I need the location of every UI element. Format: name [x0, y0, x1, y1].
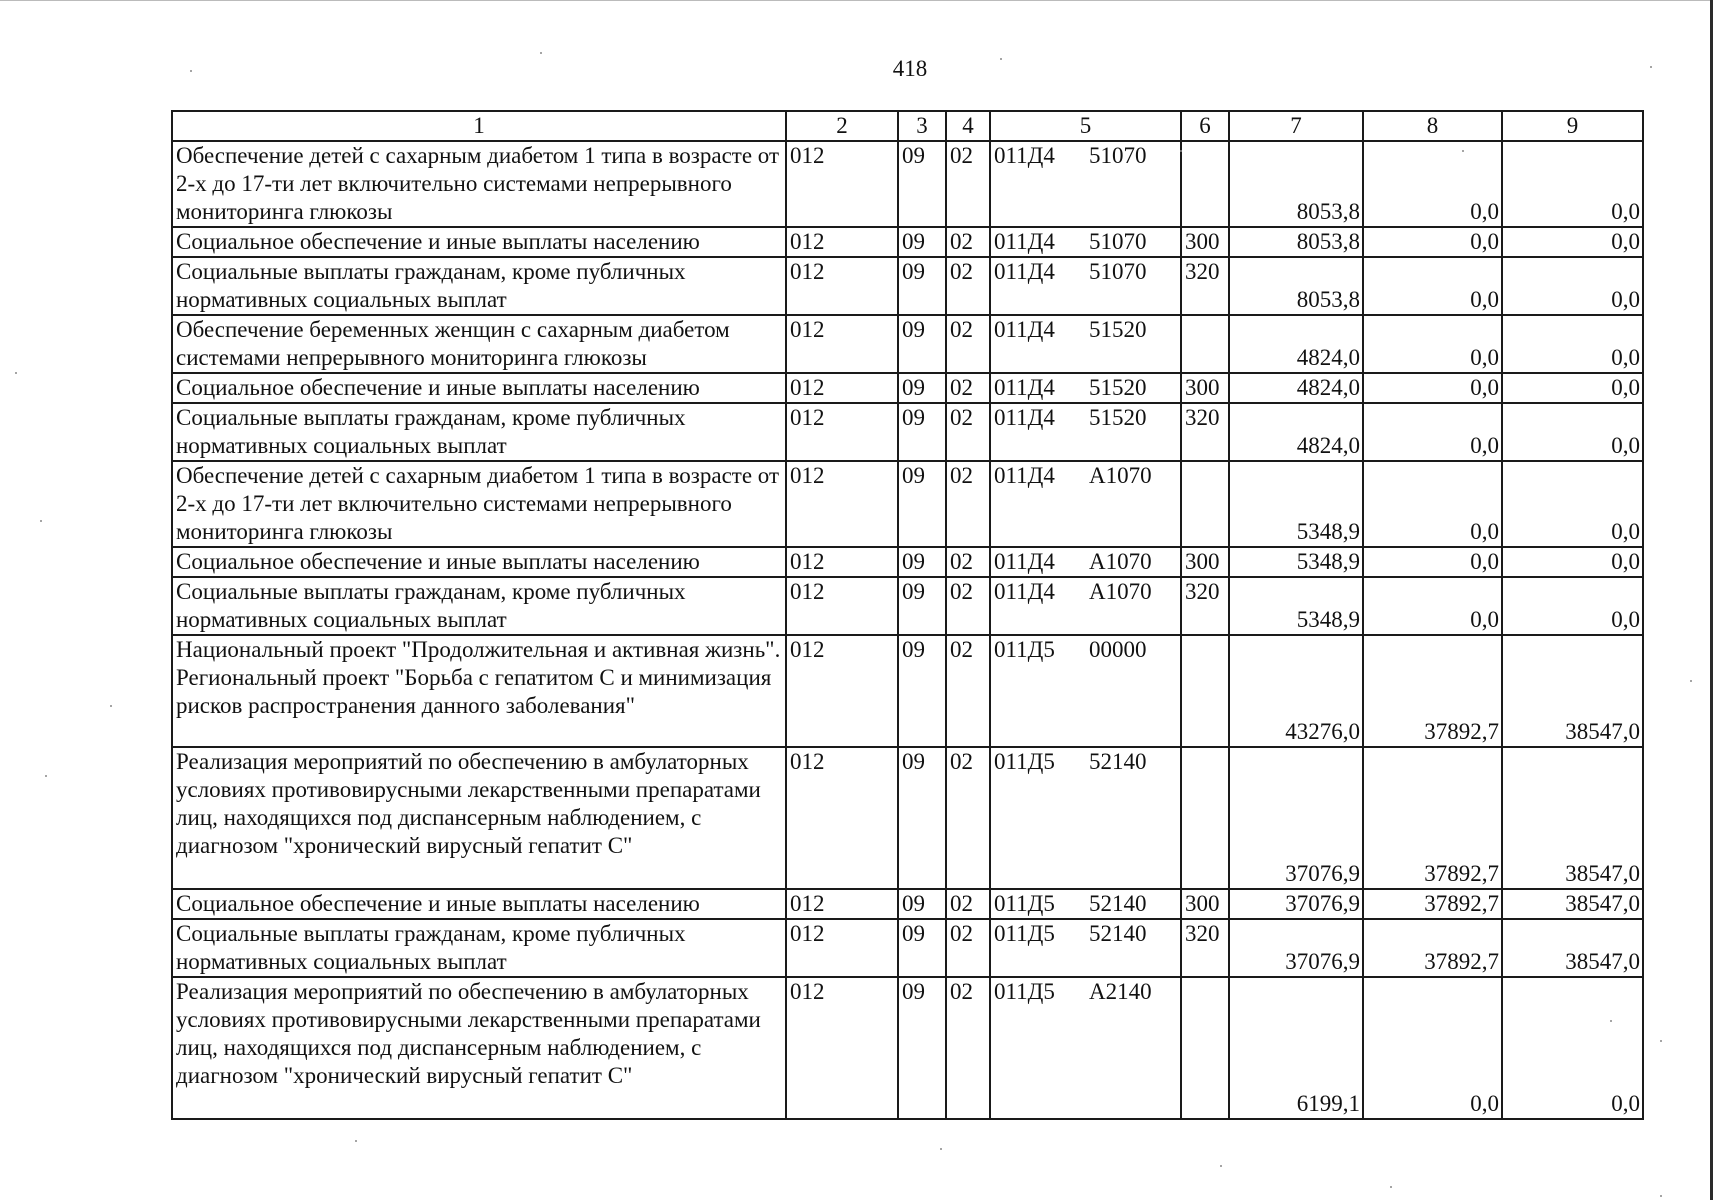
- row-section: 09: [898, 919, 946, 977]
- row-subsection: 02: [946, 547, 990, 577]
- row-amount-col9: 0,0: [1502, 577, 1643, 635]
- row-section: 09: [898, 403, 946, 461]
- row-amount-col9: 0,0: [1502, 461, 1643, 547]
- header-col-1: 1: [172, 111, 786, 141]
- row-target-article: [990, 889, 1181, 919]
- row-target-article-code: 51520: [1089, 375, 1147, 400]
- row-amount-col8: 0,0: [1363, 257, 1502, 315]
- row-name: Обеспечение беременных женщин с сахарным диабетом системами непрерывного мониторинга глюкозы: [172, 315, 786, 373]
- row-subsection: 02: [946, 403, 990, 461]
- row-target-article: [990, 373, 1181, 403]
- row-subsection: 02: [946, 315, 990, 373]
- row-expense-type: [1181, 141, 1229, 227]
- row-subsection: 02: [946, 461, 990, 547]
- row-expense-type: 300: [1181, 889, 1229, 919]
- row-expense-type: 320: [1181, 403, 1229, 461]
- scan-top-edge: [0, 0, 1713, 1]
- row-target-article: [990, 635, 1181, 747]
- row-section: 09: [898, 747, 946, 889]
- row-target-article-code: 51520: [1089, 317, 1147, 342]
- row-amount-col9: 0,0: [1502, 257, 1643, 315]
- scan-speck: [190, 70, 192, 72]
- row-section: 09: [898, 373, 946, 403]
- header-col-6: 6: [1181, 111, 1229, 141]
- row-expense-type: 320: [1181, 257, 1229, 315]
- row-amount-col9: 0,0: [1502, 977, 1643, 1119]
- row-subsection: 02: [946, 747, 990, 889]
- row-amount-col9: 0,0: [1502, 547, 1643, 577]
- budget-table: [171, 110, 1644, 1120]
- row-section: 09: [898, 227, 946, 257]
- row-name: Национальный проект "Продолжительная и активная жизнь". Региональный проект "Борьба с гепатитом С и минимизация рисков распространения данного заболевания": [172, 635, 786, 747]
- row-name: Обеспечение детей с сахарным диабетом 1 типа в возрасте от 2-х до 17-ти лет включительно системами непрерывного мониторинга глюкозы: [172, 461, 786, 547]
- row-expense-type: 320: [1181, 919, 1229, 977]
- row-target-article: [990, 547, 1181, 577]
- row-target-article-code: 51070: [1089, 259, 1147, 284]
- header-col-9: 9: [1502, 111, 1643, 141]
- row-amount-col7: 6199,1: [1229, 977, 1363, 1119]
- table-row: [172, 977, 1643, 1119]
- header-col-4: 4: [946, 111, 990, 141]
- table-row: [172, 635, 1643, 747]
- row-subsection: 02: [946, 889, 990, 919]
- row-name: Социальные выплаты гражданам, кроме публичных нормативных социальных выплат: [172, 919, 786, 977]
- row-amount-col7: 8053,8: [1229, 257, 1363, 315]
- row-amount-col7: 8053,8: [1229, 141, 1363, 227]
- row-expense-type: [1181, 461, 1229, 547]
- header-col-5: 5: [990, 111, 1181, 141]
- scan-speck: [1660, 1040, 1662, 1042]
- row-amount-col9: 38547,0: [1502, 889, 1643, 919]
- scan-speck: [1690, 680, 1692, 682]
- scan-speck: [355, 1140, 357, 1142]
- row-target-article: [990, 919, 1181, 977]
- row-expense-type: 300: [1181, 227, 1229, 257]
- row-target-article-prefix: 011Д5: [994, 979, 1055, 1004]
- row-name: Реализация мероприятий по обеспечению в амбулаторных условиях противовирусными лекарственными препаратами лиц, находящихся под диспансерным наблюдением, с диагнозом "хронический вирусный гепатит С": [172, 747, 786, 889]
- row-amount-col8: 0,0: [1363, 227, 1502, 257]
- scan-speck: [1462, 150, 1464, 152]
- row-expense-type: [1181, 315, 1229, 373]
- row-expense-type: [1181, 977, 1229, 1119]
- row-target-article: [990, 747, 1181, 889]
- row-target-article: [990, 257, 1181, 315]
- row-section: 09: [898, 635, 946, 747]
- row-grbs: 012: [786, 547, 898, 577]
- scan-speck: [1000, 58, 1002, 60]
- row-grbs: 012: [786, 635, 898, 747]
- row-subsection: 02: [946, 257, 990, 315]
- scan-speck: [1650, 66, 1652, 68]
- row-amount-col9: 38547,0: [1502, 919, 1643, 977]
- row-target-article-prefix: 011Д4: [994, 317, 1055, 342]
- row-amount-col9: 38547,0: [1502, 747, 1643, 889]
- row-target-article-code: А2140: [1089, 979, 1152, 1004]
- row-section: 09: [898, 257, 946, 315]
- row-amount-col7: 43276,0: [1229, 635, 1363, 747]
- row-amount-col8: 0,0: [1363, 141, 1502, 227]
- column-number-header-row: [172, 111, 1643, 141]
- row-expense-type: 300: [1181, 373, 1229, 403]
- row-amount-col8: 0,0: [1363, 315, 1502, 373]
- row-expense-type: 300: [1181, 547, 1229, 577]
- table-row: [172, 577, 1643, 635]
- row-subsection: 02: [946, 635, 990, 747]
- row-amount-col8: 0,0: [1363, 461, 1502, 547]
- row-amount-col9: 0,0: [1502, 403, 1643, 461]
- row-target-article-prefix: 011Д5: [994, 921, 1055, 946]
- row-amount-col7: 37076,9: [1229, 889, 1363, 919]
- scan-speck: [40, 520, 42, 522]
- row-target-article: [990, 977, 1181, 1119]
- row-amount-col8: 37892,7: [1363, 889, 1502, 919]
- row-subsection: 02: [946, 577, 990, 635]
- row-grbs: 012: [786, 577, 898, 635]
- row-target-article-prefix: 011Д4: [994, 229, 1055, 254]
- header-col-8: 8: [1363, 111, 1502, 141]
- row-subsection: 02: [946, 373, 990, 403]
- row-grbs: 012: [786, 747, 898, 889]
- row-grbs: 012: [786, 141, 898, 227]
- row-amount-col7: 4824,0: [1229, 403, 1363, 461]
- row-section: 09: [898, 461, 946, 547]
- row-section: 09: [898, 889, 946, 919]
- table-row: [172, 747, 1643, 889]
- row-name: Реализация мероприятий по обеспечению в амбулаторных условиях противовирусными лекарственными препаратами лиц, находящихся под диспансерным наблюдением, с диагнозом "хронический вирусный гепатит С": [172, 977, 786, 1119]
- row-amount-col7: 5348,9: [1229, 577, 1363, 635]
- row-amount-col7: 37076,9: [1229, 919, 1363, 977]
- row-amount-col7: 5348,9: [1229, 547, 1363, 577]
- row-target-article: [990, 141, 1181, 227]
- row-target-article-code: 00000: [1089, 637, 1147, 662]
- row-target-article: [990, 403, 1181, 461]
- scan-speck: [15, 372, 17, 374]
- row-section: 09: [898, 315, 946, 373]
- row-grbs: 012: [786, 919, 898, 977]
- row-section: 09: [898, 547, 946, 577]
- table-body: [172, 111, 1643, 1119]
- row-amount-col9: 0,0: [1502, 141, 1643, 227]
- row-target-article: [990, 461, 1181, 547]
- row-name: Социальные выплаты гражданам, кроме публичных нормативных социальных выплат: [172, 257, 786, 315]
- scan-speck: [1660, 1195, 1662, 1197]
- row-target-article-prefix: 011Д4: [994, 463, 1055, 488]
- scan-speck: [1390, 1186, 1392, 1188]
- row-target-article-code: 51520: [1089, 405, 1147, 430]
- page-number: 418: [892, 56, 928, 81]
- row-amount-col7: 37076,9: [1229, 747, 1363, 889]
- table-row: [172, 257, 1643, 315]
- row-amount-col7: 4824,0: [1229, 315, 1363, 373]
- row-grbs: 012: [786, 373, 898, 403]
- row-amount-col8: 0,0: [1363, 547, 1502, 577]
- table-row: [172, 889, 1643, 919]
- scan-speck: [110, 705, 112, 707]
- row-grbs: 012: [786, 461, 898, 547]
- row-target-article: [990, 227, 1181, 257]
- header-col-3: 3: [898, 111, 946, 141]
- row-target-article-code: А1070: [1089, 549, 1152, 574]
- table-row: [172, 373, 1643, 403]
- scan-speck: [1180, 150, 1182, 152]
- row-target-article-prefix: 011Д4: [994, 375, 1055, 400]
- row-grbs: 012: [786, 403, 898, 461]
- scan-speck: [1610, 1020, 1612, 1022]
- row-amount-col8: 37892,7: [1363, 635, 1502, 747]
- row-target-article-prefix: 011Д4: [994, 579, 1055, 604]
- row-grbs: 012: [786, 227, 898, 257]
- header-col-2: 2: [786, 111, 898, 141]
- row-section: 09: [898, 577, 946, 635]
- row-section: 09: [898, 141, 946, 227]
- row-target-article-code: 51070: [1089, 143, 1147, 168]
- row-target-article-prefix: 011Д5: [994, 891, 1055, 916]
- table-row: [172, 141, 1643, 227]
- row-target-article-code: А1070: [1089, 579, 1152, 604]
- row-target-article-code: 51070: [1089, 229, 1147, 254]
- row-name: Социальное обеспечение и иные выплаты населению: [172, 227, 786, 257]
- row-amount-col8: 0,0: [1363, 577, 1502, 635]
- row-grbs: 012: [786, 315, 898, 373]
- row-subsection: 02: [946, 227, 990, 257]
- row-grbs: 012: [786, 889, 898, 919]
- row-expense-type: [1181, 635, 1229, 747]
- row-target-article-code: 52140: [1089, 921, 1147, 946]
- scan-speck: [940, 1148, 942, 1150]
- table-row: [172, 227, 1643, 257]
- row-target-article-prefix: 011Д5: [994, 637, 1055, 662]
- row-amount-col9: 0,0: [1502, 315, 1643, 373]
- row-target-article-prefix: 011Д4: [994, 143, 1055, 168]
- row-amount-col9: 0,0: [1502, 227, 1643, 257]
- table-row: [172, 919, 1643, 977]
- row-expense-type: [1181, 747, 1229, 889]
- row-grbs: 012: [786, 977, 898, 1119]
- row-name: Социальные выплаты гражданам, кроме публичных нормативных социальных выплат: [172, 403, 786, 461]
- row-amount-col9: 38547,0: [1502, 635, 1643, 747]
- row-amount-col8: 37892,7: [1363, 747, 1502, 889]
- row-expense-type: 320: [1181, 577, 1229, 635]
- row-name: Социальное обеспечение и иные выплаты населению: [172, 547, 786, 577]
- row-amount-col7: 8053,8: [1229, 227, 1363, 257]
- row-target-article: [990, 315, 1181, 373]
- row-target-article-prefix: 011Д4: [994, 259, 1055, 284]
- table-row: [172, 403, 1643, 461]
- scan-speck: [45, 775, 47, 777]
- row-subsection: 02: [946, 141, 990, 227]
- row-amount-col9: 0,0: [1502, 373, 1643, 403]
- table-row: [172, 547, 1643, 577]
- row-subsection: 02: [946, 977, 990, 1119]
- row-amount-col8: 0,0: [1363, 373, 1502, 403]
- row-section: 09: [898, 977, 946, 1119]
- scan-speck: [1220, 1165, 1222, 1167]
- table-row: [172, 315, 1643, 373]
- row-target-article-code: А1070: [1089, 463, 1152, 488]
- row-target-article-prefix: 011Д4: [994, 549, 1055, 574]
- row-name: Социальные выплаты гражданам, кроме публичных нормативных социальных выплат: [172, 577, 786, 635]
- row-amount-col8: 0,0: [1363, 977, 1502, 1119]
- row-target-article-prefix: 011Д4: [994, 405, 1055, 430]
- row-amount-col7: 5348,9: [1229, 461, 1363, 547]
- row-target-article-prefix: 011Д5: [994, 749, 1055, 774]
- row-target-article-code: 52140: [1089, 749, 1147, 774]
- header-col-7: 7: [1229, 111, 1363, 141]
- row-name: Обеспечение детей с сахарным диабетом 1 типа в возрасте от 2-х до 17-ти лет включительно системами непрерывного мониторинга глюкозы: [172, 141, 786, 227]
- scan-speck: [540, 52, 542, 54]
- row-target-article: [990, 577, 1181, 635]
- row-amount-col8: 0,0: [1363, 403, 1502, 461]
- table-row: [172, 461, 1643, 547]
- row-amount-col7: 4824,0: [1229, 373, 1363, 403]
- row-name: Социальное обеспечение и иные выплаты населению: [172, 889, 786, 919]
- row-grbs: 012: [786, 257, 898, 315]
- row-name: Социальное обеспечение и иные выплаты населению: [172, 373, 786, 403]
- row-target-article-code: 52140: [1089, 891, 1147, 916]
- row-amount-col8: 37892,7: [1363, 919, 1502, 977]
- row-subsection: 02: [946, 919, 990, 977]
